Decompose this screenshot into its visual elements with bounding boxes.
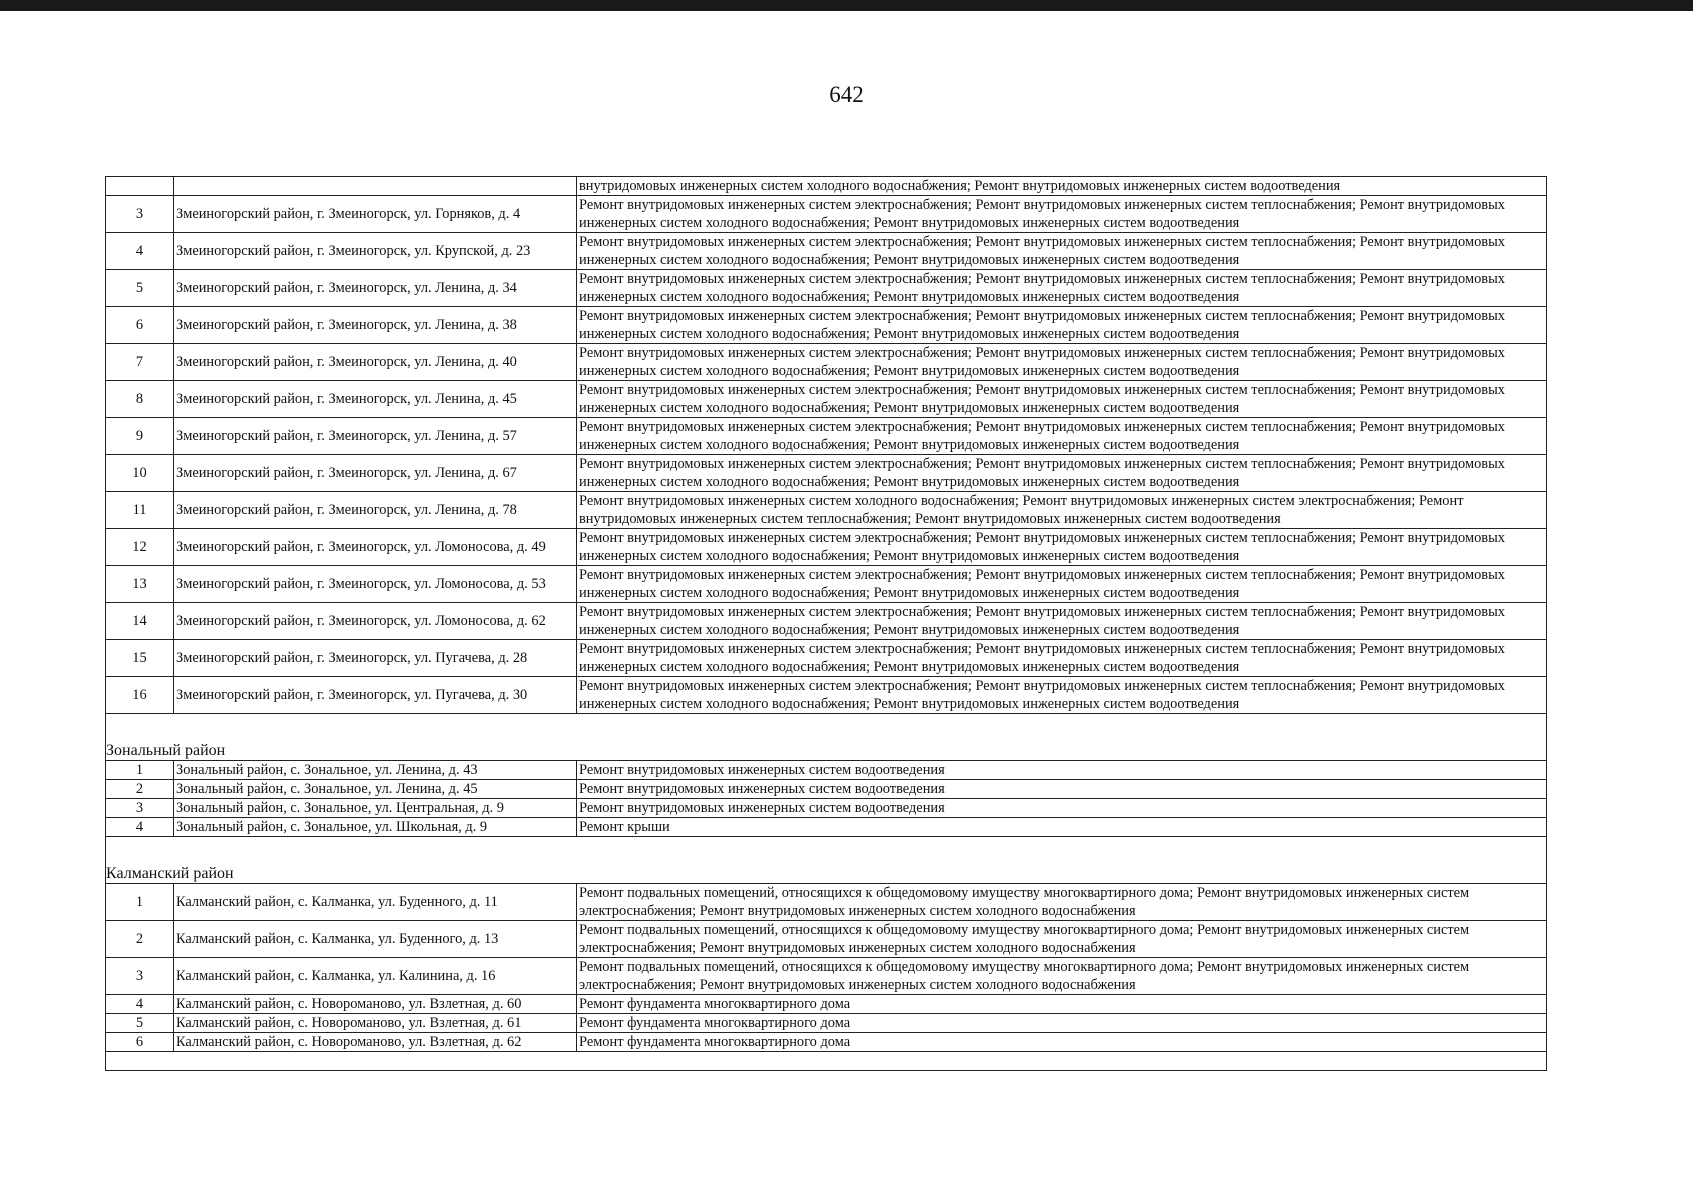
scan-top-border: [0, 0, 1693, 11]
row-address: Змеиногорский район, г. Змеиногорск, ул. Пугачева, д. 30: [174, 677, 577, 714]
district-header: Калманский район: [106, 863, 1547, 884]
row-number: 10: [106, 455, 174, 492]
table-row: [106, 529, 1547, 566]
works-table-container: [105, 176, 1546, 1071]
row-works: Ремонт внутридомовых инженерных систем электроснабжения; Ремонт внутридомовых инженерных систем теплоснабжения; Ремонт внутридомовых инженерных систем холодного водоснабжения; Ремонт внутридомовых инженерных систем водоотведения: [577, 233, 1547, 270]
row-number: 8: [106, 381, 174, 418]
row-number: 1: [106, 884, 174, 921]
row-number: 16: [106, 677, 174, 714]
row-number: 13: [106, 566, 174, 603]
table-row: [106, 818, 1547, 837]
row-works: Ремонт фундамента многоквартирного дома: [577, 995, 1547, 1014]
section-spacer-cell: [106, 714, 1547, 741]
row-number: 3: [106, 958, 174, 995]
row-address: Змеиногорский район, г. Змеиногорск, ул. Ленина, д. 38: [174, 307, 577, 344]
table-row: [106, 566, 1547, 603]
row-works: Ремонт внутридомовых инженерных систем электроснабжения; Ремонт внутридомовых инженерных систем теплоснабжения; Ремонт внутридомовых инженерных систем холодного водоснабжения; Ремонт внутридомовых инженерных систем водоотведения: [577, 344, 1547, 381]
table-row: [106, 995, 1547, 1014]
row-works: Ремонт внутридомовых инженерных систем электроснабжения; Ремонт внутридомовых инженерных систем теплоснабжения; Ремонт внутридомовых инженерных систем холодного водоснабжения; Ремонт внутридомовых инженерных систем водоотведения: [577, 603, 1547, 640]
district-header: Зональный район: [106, 740, 1547, 761]
works-table-body: [106, 177, 1547, 1071]
row-address: Калманский район, с. Новороманово, ул. Взлетная, д. 60: [174, 995, 577, 1014]
row-works: Ремонт внутридомовых инженерных систем электроснабжения; Ремонт внутридомовых инженерных систем теплоснабжения; Ремонт внутридомовых инженерных систем холодного водоснабжения; Ремонт внутридомовых инженерных систем водоотведения: [577, 418, 1547, 455]
row-number: 3: [106, 799, 174, 818]
row-number: 5: [106, 270, 174, 307]
table-row: [106, 780, 1547, 799]
row-address: Зональный район, с. Зональное, ул. Школьная, д. 9: [174, 818, 577, 837]
row-works: Ремонт внутридомовых инженерных систем холодного водоснабжения; Ремонт внутридомовых инженерных систем электроснабжения; Ремонт внутридомовых инженерных систем теплоснабжения; Ремонт внутридомовых инженерных систем водоотведения: [577, 492, 1547, 529]
row-number: 9: [106, 418, 174, 455]
row-address: Змеиногорский район, г. Змеиногорск, ул. Горняков, д. 4: [174, 196, 577, 233]
row-address: Калманский район, с. Калманка, ул. Буденного, д. 13: [174, 921, 577, 958]
row-number: 4: [106, 233, 174, 270]
row-works: Ремонт подвальных помещений, относящихся к общедомовому имуществу многоквартирного дома; Ремонт внутридомовых инженерных систем электроснабжения; Ремонт внутридомовых инженерных систем холодного водоснабжения: [577, 884, 1547, 921]
row-address: Калманский район, с. Новороманово, ул. Взлетная, д. 61: [174, 1014, 577, 1033]
row-works: Ремонт внутридомовых инженерных систем электроснабжения; Ремонт внутридомовых инженерных систем теплоснабжения; Ремонт внутридомовых инженерных систем холодного водоснабжения; Ремонт внутридомовых инженерных систем водоотведения: [577, 529, 1547, 566]
row-number: 12: [106, 529, 174, 566]
table-row: [106, 677, 1547, 714]
table-row: [106, 177, 1547, 196]
row-number: 6: [106, 307, 174, 344]
table-row: [106, 381, 1547, 418]
table-row: [106, 1033, 1547, 1052]
table-row: [106, 196, 1547, 233]
row-address: Змеиногорский район, г. Змеиногорск, ул. Ломоносова, д. 49: [174, 529, 577, 566]
table-row: [106, 884, 1547, 921]
row-works: Ремонт внутридомовых инженерных систем электроснабжения; Ремонт внутридомовых инженерных систем теплоснабжения; Ремонт внутридомовых инженерных систем холодного водоснабжения; Ремонт внутридомовых инженерных систем водоотведения: [577, 566, 1547, 603]
table-row: [106, 603, 1547, 640]
row-works: Ремонт внутридомовых инженерных систем водоотведения: [577, 761, 1547, 780]
row-works: Ремонт внутридомовых инженерных систем водоотведения: [577, 780, 1547, 799]
row-works: Ремонт крыши: [577, 818, 1547, 837]
row-address: Змеиногорский район, г. Змеиногорск, ул. Ленина, д. 45: [174, 381, 577, 418]
table-row: [106, 233, 1547, 270]
row-address: Зональный район, с. Зональное, ул. Ленина, д. 43: [174, 761, 577, 780]
row-number: 1: [106, 761, 174, 780]
section-spacer: [106, 714, 1547, 741]
row-address: Змеиногорский район, г. Змеиногорск, ул. Ломоносова, д. 53: [174, 566, 577, 603]
district-header-row: [106, 740, 1547, 761]
row-address: Змеиногорский район, г. Змеиногорск, ул. Ленина, д. 67: [174, 455, 577, 492]
table-row: [106, 270, 1547, 307]
row-number: 7: [106, 344, 174, 381]
row-address: [174, 177, 577, 196]
table-row: [106, 640, 1547, 677]
row-address: Зональный район, с. Зональное, ул. Центральная, д. 9: [174, 799, 577, 818]
row-works: Ремонт внутридомовых инженерных систем электроснабжения; Ремонт внутридомовых инженерных систем теплоснабжения; Ремонт внутридомовых инженерных систем холодного водоснабжения; Ремонт внутридомовых инженерных систем водоотведения: [577, 270, 1547, 307]
row-number: 6: [106, 1033, 174, 1052]
row-address: Змеиногорский район, г. Змеиногорск, ул. Ленина, д. 34: [174, 270, 577, 307]
row-number: 11: [106, 492, 174, 529]
table-row: [106, 307, 1547, 344]
table-row: [106, 418, 1547, 455]
row-number: 2: [106, 921, 174, 958]
row-works: Ремонт фундамента многоквартирного дома: [577, 1014, 1547, 1033]
row-address: Змеиногорский район, г. Змеиногорск, ул. Ленина, д. 57: [174, 418, 577, 455]
table-row: [106, 344, 1547, 381]
row-works: Ремонт внутридомовых инженерных систем электроснабжения; Ремонт внутридомовых инженерных систем теплоснабжения; Ремонт внутридомовых инженерных систем холодного водоснабжения; Ремонт внутридомовых инженерных систем водоотведения: [577, 196, 1547, 233]
works-table: [105, 176, 1547, 1071]
row-number: 4: [106, 818, 174, 837]
table-end-spacer: [106, 1052, 1547, 1071]
row-number: 3: [106, 196, 174, 233]
row-works: Ремонт подвальных помещений, относящихся к общедомовому имуществу многоквартирного дома; Ремонт внутридомовых инженерных систем электроснабжения; Ремонт внутридомовых инженерных систем холодного водоснабжения: [577, 958, 1547, 995]
row-number: 14: [106, 603, 174, 640]
row-works: внутридомовых инженерных систем холодного водоснабжения; Ремонт внутридомовых инженерных систем водоотведения: [577, 177, 1547, 196]
section-spacer-cell: [106, 837, 1547, 864]
row-works: Ремонт внутридомовых инженерных систем электроснабжения; Ремонт внутридомовых инженерных систем теплоснабжения; Ремонт внутридомовых инженерных систем холодного водоснабжения; Ремонт внутридомовых инженерных систем водоотведения: [577, 307, 1547, 344]
row-works: Ремонт внутридомовых инженерных систем электроснабжения; Ремонт внутридомовых инженерных систем теплоснабжения; Ремонт внутридомовых инженерных систем холодного водоснабжения; Ремонт внутридомовых инженерных систем водоотведения: [577, 640, 1547, 677]
row-address: Змеиногорский район, г. Змеиногорск, ул. Ломоносова, д. 62: [174, 603, 577, 640]
table-row: [106, 921, 1547, 958]
row-works: Ремонт подвальных помещений, относящихся к общедомовому имуществу многоквартирного дома; Ремонт внутридомовых инженерных систем электроснабжения; Ремонт внутридомовых инженерных систем холодного водоснабжения: [577, 921, 1547, 958]
row-address: Калманский район, с. Новороманово, ул. Взлетная, д. 62: [174, 1033, 577, 1052]
row-address: Змеиногорский район, г. Змеиногорск, ул. Пугачева, д. 28: [174, 640, 577, 677]
table-row: [106, 761, 1547, 780]
page-number: 642: [829, 82, 864, 107]
row-number: [106, 177, 174, 196]
table-row: [106, 799, 1547, 818]
row-works: Ремонт внутридомовых инженерных систем электроснабжения; Ремонт внутридомовых инженерных систем теплоснабжения; Ремонт внутридомовых инженерных систем холодного водоснабжения; Ремонт внутридомовых инженерных систем водоотведения: [577, 677, 1547, 714]
row-address: Калманский район, с. Калманка, ул. Калинина, д. 16: [174, 958, 577, 995]
row-address: Калманский район, с. Калманка, ул. Буденного, д. 11: [174, 884, 577, 921]
table-row: [106, 455, 1547, 492]
row-address: Змеиногорский район, г. Змеиногорск, ул. Крупской, д. 23: [174, 233, 577, 270]
row-works: Ремонт внутридомовых инженерных систем водоотведения: [577, 799, 1547, 818]
table-end-cell: [106, 1052, 1547, 1071]
row-number: 15: [106, 640, 174, 677]
row-address: Зональный район, с. Зональное, ул. Ленина, д. 45: [174, 780, 577, 799]
table-row: [106, 958, 1547, 995]
row-works: Ремонт внутридомовых инженерных систем электроснабжения; Ремонт внутридомовых инженерных систем теплоснабжения; Ремонт внутридомовых инженерных систем холодного водоснабжения; Ремонт внутридомовых инженерных систем водоотведения: [577, 455, 1547, 492]
section-spacer: [106, 837, 1547, 864]
table-row: [106, 1014, 1547, 1033]
row-number: 2: [106, 780, 174, 799]
table-row: [106, 492, 1547, 529]
row-works: Ремонт фундамента многоквартирного дома: [577, 1033, 1547, 1052]
row-works: Ремонт внутридомовых инженерных систем электроснабжения; Ремонт внутридомовых инженерных систем теплоснабжения; Ремонт внутридомовых инженерных систем холодного водоснабжения; Ремонт внутридомовых инженерных систем водоотведения: [577, 381, 1547, 418]
row-address: Змеиногорский район, г. Змеиногорск, ул. Ленина, д. 40: [174, 344, 577, 381]
row-number: 4: [106, 995, 174, 1014]
row-number: 5: [106, 1014, 174, 1033]
row-address: Змеиногорский район, г. Змеиногорск, ул. Ленина, д. 78: [174, 492, 577, 529]
district-header-row: [106, 863, 1547, 884]
